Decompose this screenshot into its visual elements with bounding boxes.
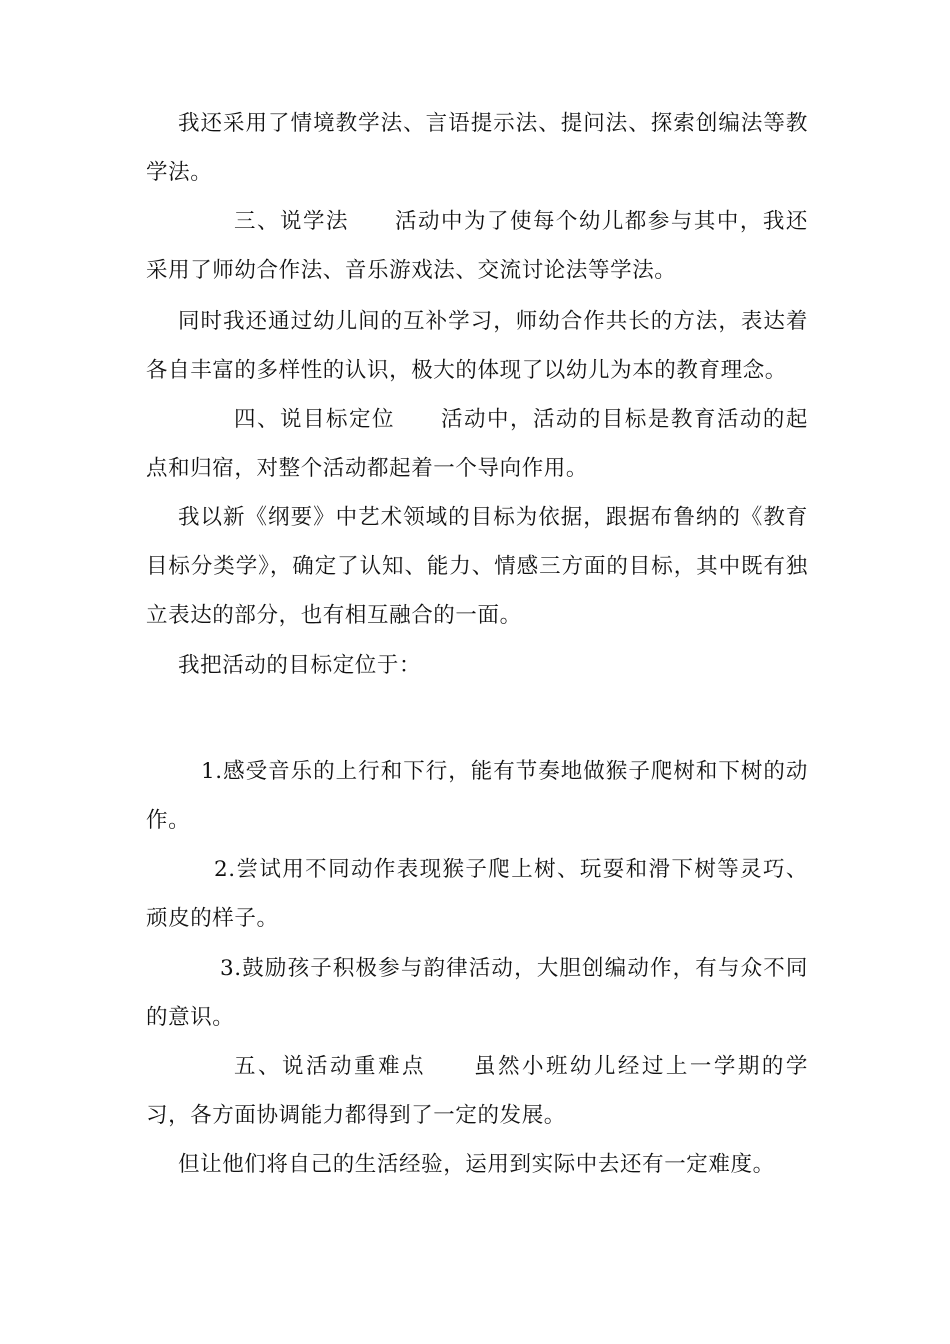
- paragraph-teaching-methods: 我还采用了情境教学法、言语提示法、提问法、探索创编法等教学法。: [146, 111, 808, 185]
- list-item-goal-2: 2.尝试用不同动作表现猴子爬上树、玩耍和滑下树等灵巧、顽皮的样子。: [146, 857, 808, 931]
- paragraph-goal-positioning: 四、说目标定位 活动中，活动的目标是教育活动的起点和归宿，对整个活动都起着一个导向作用。: [146, 407, 808, 481]
- paragraph-difficulty-detail: 但让他们将自己的生活经验，运用到实际中去还有一定难度。: [178, 1152, 775, 1177]
- list-item-goal-1: 1.感受音乐的上行和下行，能有节奏地做猴子爬树和下树的动作。: [146, 759, 808, 833]
- paragraph-learning-methods: 三、说学法 活动中为了使每个幼儿都参与其中，我还采用了师幼合作法、音乐游戏法、交流讨论法等学法。: [146, 209, 808, 283]
- list-item-goal-3: 3.鼓励孩子积极参与韵律活动，大胆创编动作，有与众不同的意识。: [146, 956, 808, 1030]
- paragraph-goal-basis: 我以新《纲要》中艺术领域的目标为依据，跟据布鲁纳的《教育目标分类学》，确定了认知、能力、情感三方面的目标，其中既有独立表达的部分，也有相互融合的一面。: [146, 505, 808, 628]
- paragraph-mutual-learning: 同时我还通过幼儿间的互补学习，师幼合作共长的方法，表达着各自丰富的多样性的认识，极大的体现了以幼儿为本的教育理念。: [146, 309, 808, 383]
- paragraph-key-difficulties: 五、说活动重难点 虽然小班幼儿经过上一学期的学习，各方面协调能力都得到了一定的发展。: [146, 1054, 808, 1128]
- paragraph-goal-intro: 我把活动的目标定位于：: [178, 653, 422, 678]
